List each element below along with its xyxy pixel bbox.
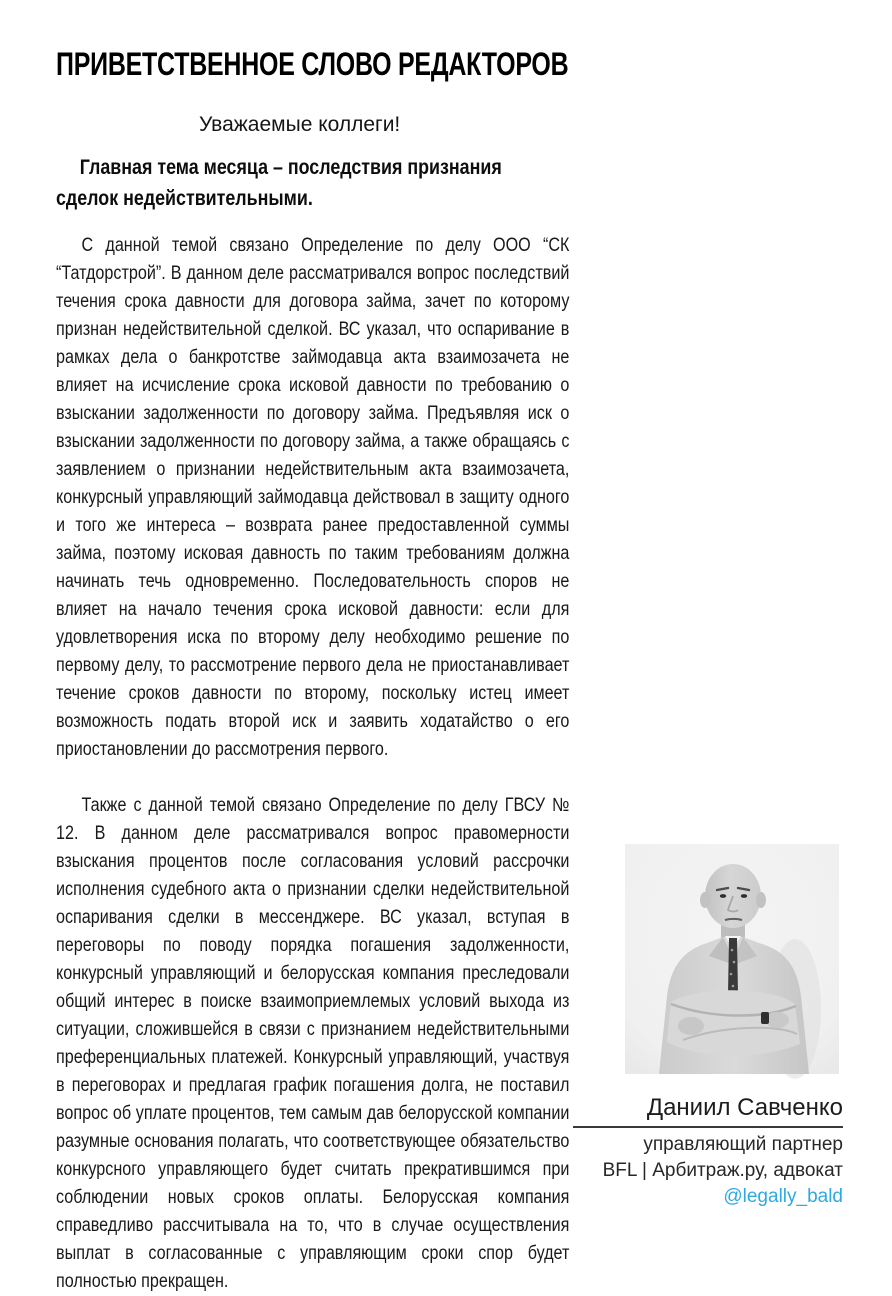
portrait-photo <box>625 844 839 1074</box>
body-paragraph-2: Также с данной темой связано Определение по делу ГВСУ № 12. В данном деле рассматривался вопрос правомерности взыскания процентов после согласования условий рассрочки исполнения судебного акта о признании сделки недействительной оспаривания сделки в мессенджере. ВС указал, вступая в переговоры по поводу порядка погашения задолженности, конкурсный управляющий и белорусская компания преследовали общий интерес в поиске взаимоприемлемых условий выхода из ситуации, сложившейся в связи с признанием недействительными преференциальных платежей. Конкурсный управляющий, участвуя в переговорах и предлагая график погашения долга, не поставил вопрос об уплате процентов, тем самым дав белорусской компании разумные основания полагать, что соответствующее обязательство конкурсного управляющего будет считать прекратившимся при соблюдении новых сроков оплаты. Белорусская компания справедливо рассчитывала на то, что в случае осуществления выплат в согласованные с управляющим сроки спор будет полностью прекращен. <box>56 795 570 1292</box>
author-role-line-1: управляющий партнер <box>643 1134 843 1155</box>
lead-line-2: сделок недействительными. <box>56 187 313 210</box>
author-role-line-2: BFL | Арбитраж.ру, адвокат <box>602 1160 843 1181</box>
lead-line-1: Главная тема месяца – последствия признания <box>79 156 502 179</box>
lead-paragraph <box>56 152 600 214</box>
page-title: ПРИВЕТСТВЕННОЕ СЛОВО РЕДАКТОРОВ <box>56 46 569 82</box>
caption-divider <box>573 1126 843 1128</box>
greeting-text: Уважаемые коллеги! <box>199 113 401 136</box>
author-social-handle[interactable]: @legally_bald <box>723 1186 843 1207</box>
author-name: Даниил Савченко <box>646 1094 843 1121</box>
portrait-illustration <box>625 844 839 1074</box>
article-body <box>56 232 569 1296</box>
body-paragraph-1: С данной темой связано Определение по делу ООО “СК “Татдорстрой”. В данном деле рассматривался вопрос последствий течения срока давности для договора займа, зачет по которому признан недействительной сделкой. ВС указал, что оспаривание в рамках дела о банкротстве займодавца акта взаимозачета не влияет на исчисление срока исковой давности по требованию о взыскании задолженности по договору займа. Предъявляя иск о взыскании задолженности по договору займа, а также обращаясь с заявлением о признании недействительным акта взаимозачета, конкурсный управляющий займодавца действовал в защиту одного и того же интереса – возврата ранее предоставленной суммы займа, поэтому исковая давность по таким требованиям должна начинать течь одновременно. Последовательность споров не влияет на начало течения срока исковой давности: если для удовлетворения иска по второму делу необходимо решение по первому делу, то рассмотрение первого дела не приостанавливает течение сроков давности по второму, поскольку истец имеет возможность подать второй иск и заявить ходатайство о его приостановлении до рассмотрения первого. <box>56 235 570 760</box>
author-caption <box>573 1092 843 1210</box>
